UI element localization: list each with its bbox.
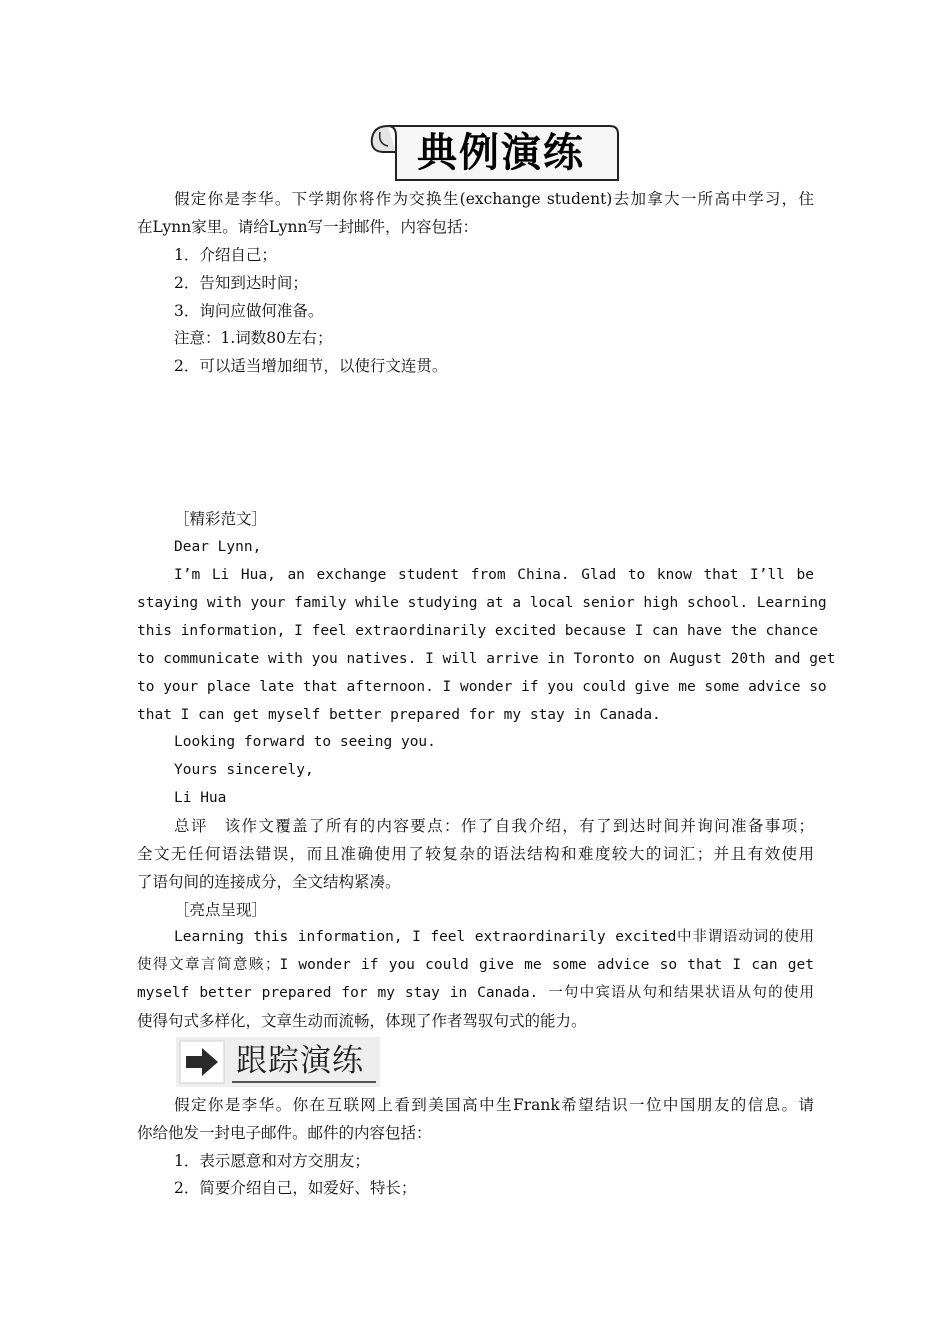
task2-point: 2．简要介绍自己，如爱好、特长；: [174, 1179, 417, 1197]
review-line: 全文无任何语法错误，而且准确使用了较复杂的语法结构和难度较大的词汇；并且有效使用: [137, 845, 814, 863]
task1-point: 1．介绍自己；: [174, 246, 277, 264]
task2-intro-line: 你给他发一封电子邮件。邮件的内容包括：: [137, 1124, 432, 1142]
letter-body-line: staying with your family while studying at a local senior high school. Learning: [137, 595, 827, 611]
task1-point: 2．告知到达时间；: [174, 274, 308, 292]
letter-signature: Li Hua: [174, 790, 227, 806]
highlights-heading: ［亮点呈现］: [174, 901, 268, 919]
letter-body-line: to your place late that afternoon. I wonder if you could give me some advice so: [137, 679, 827, 695]
task1-intro-line: 在Lynn家里。请给Lynn写一封邮件，内容包括：: [137, 218, 478, 236]
task2-intro-line: 假定你是李华。你在互联网上看到美国高中生Frank希望结识一位中国朋友的信息。请: [174, 1096, 814, 1114]
highlights-line: 使得句式多样化，文章生动而流畅，体现了作者驾驭句式的能力。: [137, 1012, 587, 1030]
highlights-line: myself better prepared for my stay in Canada. 一句中宾语从句和结果状语从句的使用: [137, 985, 814, 1001]
highlights-line: Learning this information, I feel extraordinarily excited中非谓语动词的使用: [174, 929, 814, 945]
letter-salutation: Dear Lynn,: [174, 539, 262, 555]
letter-closing: Looking forward to seeing you.: [174, 734, 436, 750]
task2-point: 1．表示愿意和对方交朋友；: [174, 1152, 370, 1170]
review-line: 了语句间的连接成分，全文结构紧凑。: [137, 873, 401, 891]
letter-body-line: this information, I feel extraordinarily excited because I can have the chance: [137, 623, 818, 639]
letter-closing: Yours sincerely,: [174, 762, 314, 778]
section-title-examples: 典例演练: [417, 129, 585, 176]
task1-note: 注意：1.词数80左右；: [174, 329, 333, 347]
section-title-practice: 跟踪演练: [236, 1043, 364, 1079]
task1-intro-line: 假定你是李华。下学期你将作为交换生(exchange student)去加拿大一所高中学习，住: [174, 190, 814, 208]
letter-body-line: to communicate with you natives. I will arrive in Toronto on August 20th and get: [137, 651, 836, 667]
task1-note: 2．可以适当增加细节，以使行文连贯。: [174, 357, 448, 375]
letter-body-line: I’m Li Hua, an exchange student from China. Glad to know that I’ll be: [174, 567, 814, 583]
review-line: 总评 该作文覆盖了所有的内容要点：作了自我介绍，有了到达时间并询问准备事项；: [174, 817, 814, 835]
letter-body-line: that I can get myself better prepared for my stay in Canada.: [137, 707, 661, 723]
task1-point: 3．询问应做何准备。: [174, 302, 324, 320]
model-essay-heading: ［精彩范文］: [174, 510, 268, 528]
highlights-line: 使得文章言简意赅；I wonder if you could give me some advice so that I can get: [137, 957, 814, 973]
